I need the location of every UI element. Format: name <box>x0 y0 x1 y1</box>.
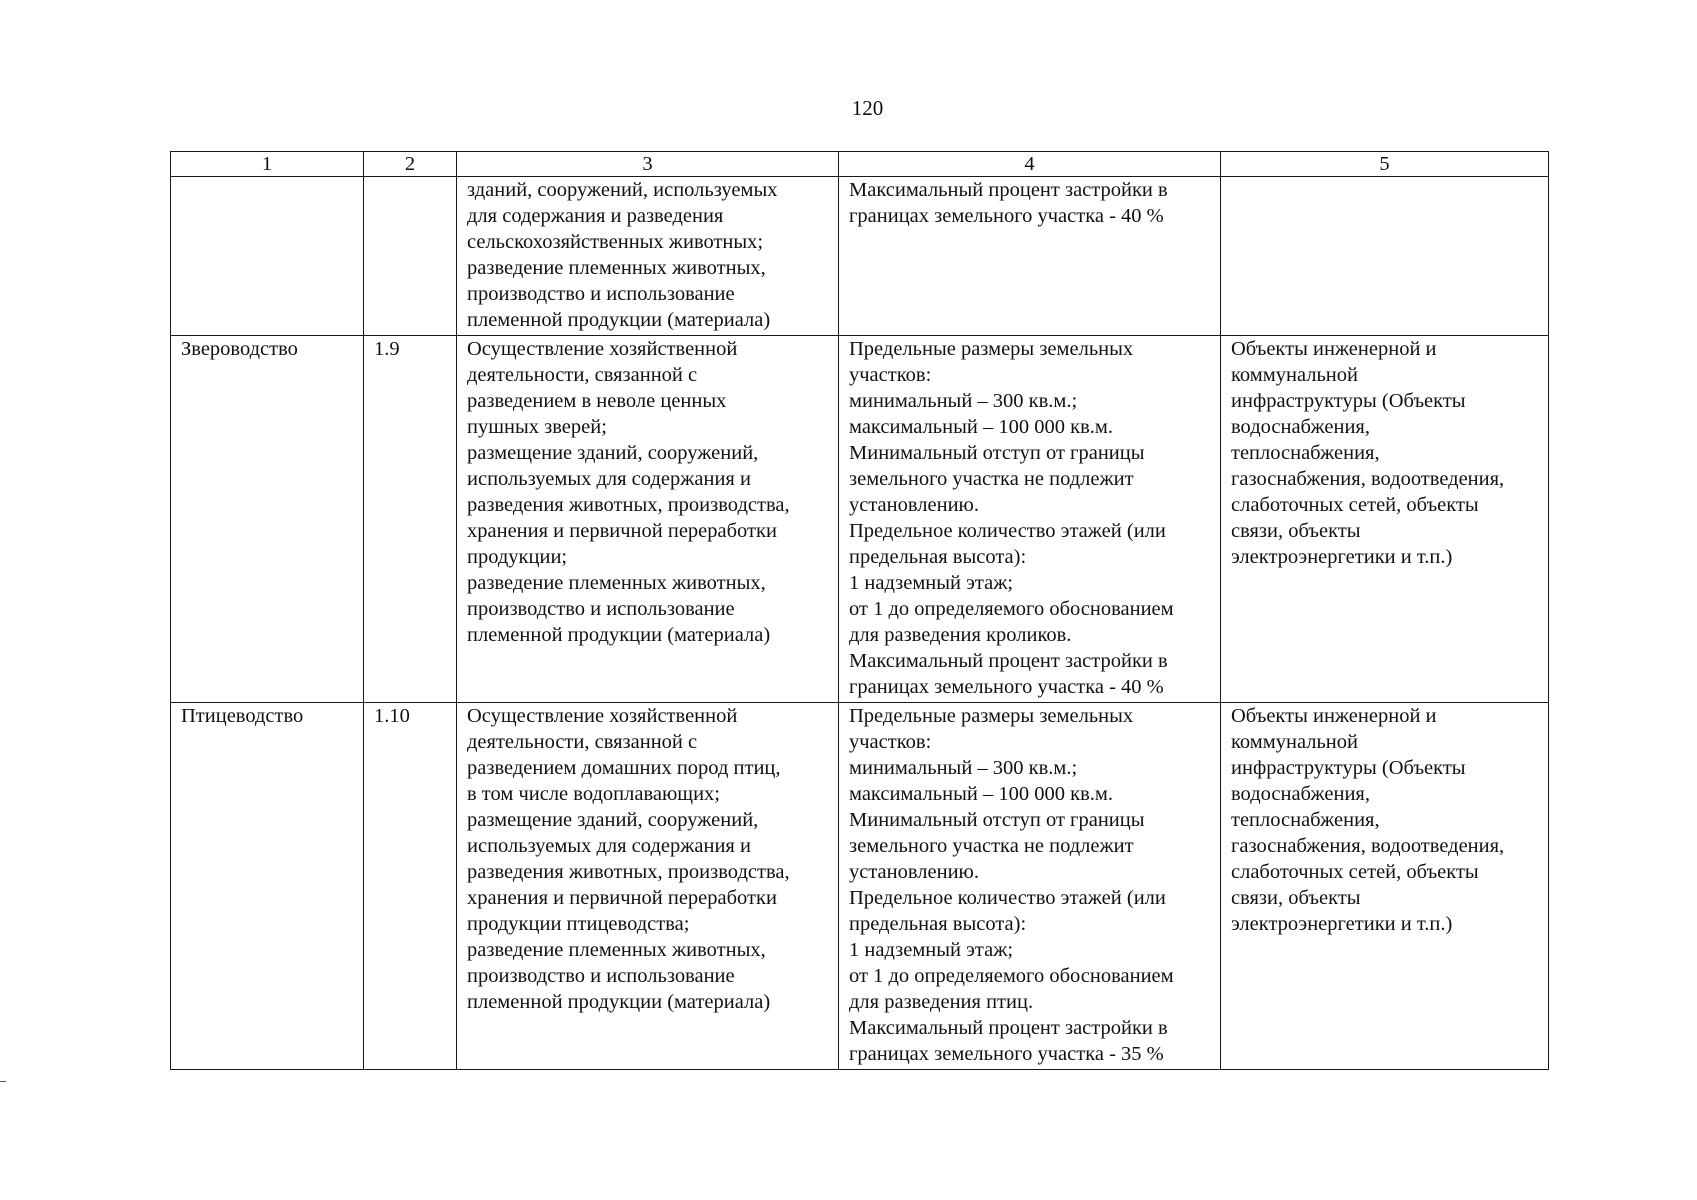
cell-line: Предельные размеры земельных <box>849 338 1134 360</box>
cell-line: разведение племенных животных, <box>467 257 766 279</box>
cell-line: газоснабжения, водоотведения, <box>1231 835 1505 857</box>
table-body <box>171 177 1549 1070</box>
land-use-code-cell: 1.10 <box>364 703 457 1070</box>
column-header-1: 1 <box>171 152 364 177</box>
cell-line: сельскохозяйственных животных; <box>467 231 764 253</box>
table-row <box>171 703 1549 1070</box>
cell-line: разведением домашних пород птиц, <box>467 757 781 779</box>
land-use-description-cell <box>457 177 839 336</box>
cell-line: участков: <box>849 731 932 753</box>
cell-line: 1 надземный этаж; <box>849 572 1014 594</box>
land-use-parameters-cell <box>839 177 1221 336</box>
cell-line: разведение племенных животных, <box>467 572 766 594</box>
cell-line: Минимальный отступ от границы <box>849 809 1145 831</box>
column-header-3: 3 <box>457 152 839 177</box>
cell-line: от 1 до определяемого обоснованием <box>849 598 1174 620</box>
land-use-code-cell <box>364 177 457 336</box>
cell-line: максимальный – 100 000 кв.м. <box>849 416 1113 438</box>
cell-line: от 1 до определяемого обоснованием <box>849 965 1174 987</box>
cell-line: племенной продукции (материала) <box>467 309 771 331</box>
cell-line: зданий, сооружений, используемых <box>467 179 778 201</box>
land-use-description-cell <box>457 703 839 1070</box>
land-use-name-cell: Звероводство <box>171 336 364 703</box>
cell-line: газоснабжения, водоотведения, <box>1231 468 1505 490</box>
cell-line: Предельное количество этажей (или <box>849 887 1166 909</box>
cell-line: разведения животных, производства, <box>467 494 790 516</box>
cell-line: Минимальный отступ от границы <box>849 442 1145 464</box>
cell-line: Предельные размеры земельных <box>849 705 1134 727</box>
cell-line: для содержания и разведения <box>467 205 724 227</box>
cell-line: Максимальный процент застройки в <box>849 650 1168 672</box>
land-use-name-cell <box>171 177 364 336</box>
column-header-2: 2 <box>364 152 457 177</box>
cell-line: производство и использование <box>467 598 735 620</box>
land-use-parameters-cell <box>839 336 1221 703</box>
cell-line: предельная высота): <box>849 913 1027 935</box>
cell-line: электроэнергетики и т.п.) <box>1231 913 1453 935</box>
cell-line: для разведения птиц. <box>849 991 1034 1013</box>
column-header-4: 4 <box>839 152 1221 177</box>
cell-line: установлению. <box>849 861 979 883</box>
cell-line: Максимальный процент застройки в <box>849 179 1168 201</box>
cell-line: связи, объекты <box>1231 520 1361 542</box>
cell-line: разведением в неволе ценных <box>467 390 727 412</box>
cell-line: теплоснабжения, <box>1231 442 1380 464</box>
cell-line: хранения и первичной переработки <box>467 887 777 909</box>
page-number: 120 <box>851 96 884 120</box>
cell-line: установлению. <box>849 494 979 516</box>
land-use-objects-cell <box>1221 703 1549 1070</box>
land-use-objects-cell <box>1221 177 1549 336</box>
cell-line: земельного участка не подлежит <box>849 468 1134 490</box>
scan-edge-mark <box>0 1081 6 1082</box>
table-row <box>171 177 1549 336</box>
cell-line: продукции птицеводства; <box>467 913 690 935</box>
cell-line: слаботочных сетей, объекты <box>1231 494 1479 516</box>
cell-line: границах земельного участка - 40 % <box>849 205 1164 227</box>
cell-line: размещение зданий, сооружений, <box>467 442 759 464</box>
cell-line: продукции; <box>467 546 568 568</box>
cell-line: Осуществление хозяйственной <box>467 338 738 360</box>
cell-line: Осуществление хозяйственной <box>467 705 738 727</box>
cell-line: пушных зверей; <box>467 416 607 438</box>
cell-line: предельная высота): <box>849 546 1027 568</box>
cell-line: разведение племенных животных, <box>467 939 766 961</box>
cell-line: слаботочных сетей, объекты <box>1231 861 1479 883</box>
cell-line: границах земельного участка - 40 % <box>849 676 1164 698</box>
land-use-code-cell: 1.9 <box>364 336 457 703</box>
land-use-objects-cell <box>1221 336 1549 703</box>
cell-line: Максимальный процент застройки в <box>849 1017 1168 1039</box>
cell-line: хранения и первичной переработки <box>467 520 777 542</box>
land-use-name-cell: Птицеводство <box>171 703 364 1070</box>
cell-line: деятельности, связанной с <box>467 731 698 753</box>
table-row <box>171 336 1549 703</box>
land-use-parameters-cell <box>839 703 1221 1070</box>
cell-line: для разведения кроликов. <box>849 624 1072 646</box>
cell-line: теплоснабжения, <box>1231 809 1380 831</box>
cell-line: инфраструктуры (Объекты <box>1231 390 1466 412</box>
cell-line: Объекты инженерной и <box>1231 705 1437 727</box>
cell-line: племенной продукции (материала) <box>467 991 771 1013</box>
land-use-description-cell <box>457 336 839 703</box>
cell-line: связи, объекты <box>1231 887 1361 909</box>
cell-line: используемых для содержания и <box>467 835 751 857</box>
cell-line: 1 надземный этаж; <box>849 939 1014 961</box>
cell-line: племенной продукции (материала) <box>467 624 771 646</box>
cell-line: в том числе водоплавающих; <box>467 783 720 805</box>
column-number-row <box>171 152 1549 177</box>
cell-line: коммунальной <box>1231 731 1358 753</box>
column-header-5: 5 <box>1221 152 1549 177</box>
cell-line: разведения животных, производства, <box>467 861 790 883</box>
cell-line: электроэнергетики и т.п.) <box>1231 546 1453 568</box>
cell-line: производство и использование <box>467 283 735 305</box>
cell-line: используемых для содержания и <box>467 468 751 490</box>
cell-line: размещение зданий, сооружений, <box>467 809 759 831</box>
land-use-table <box>170 151 1549 1070</box>
cell-line: минимальный – 300 кв.м.; <box>849 390 1078 412</box>
cell-line: деятельности, связанной с <box>467 364 698 386</box>
cell-line: минимальный – 300 кв.м.; <box>849 757 1078 779</box>
cell-line: водоснабжения, <box>1231 416 1370 438</box>
cell-line: земельного участка не подлежит <box>849 835 1134 857</box>
cell-line: участков: <box>849 364 932 386</box>
cell-line: производство и использование <box>467 965 735 987</box>
cell-line: границах земельного участка - 35 % <box>849 1043 1164 1065</box>
cell-line: коммунальной <box>1231 364 1358 386</box>
cell-line: максимальный – 100 000 кв.м. <box>849 783 1113 805</box>
cell-line: водоснабжения, <box>1231 783 1370 805</box>
cell-line: Предельное количество этажей (или <box>849 520 1166 542</box>
cell-line: инфраструктуры (Объекты <box>1231 757 1466 779</box>
cell-line: Объекты инженерной и <box>1231 338 1437 360</box>
